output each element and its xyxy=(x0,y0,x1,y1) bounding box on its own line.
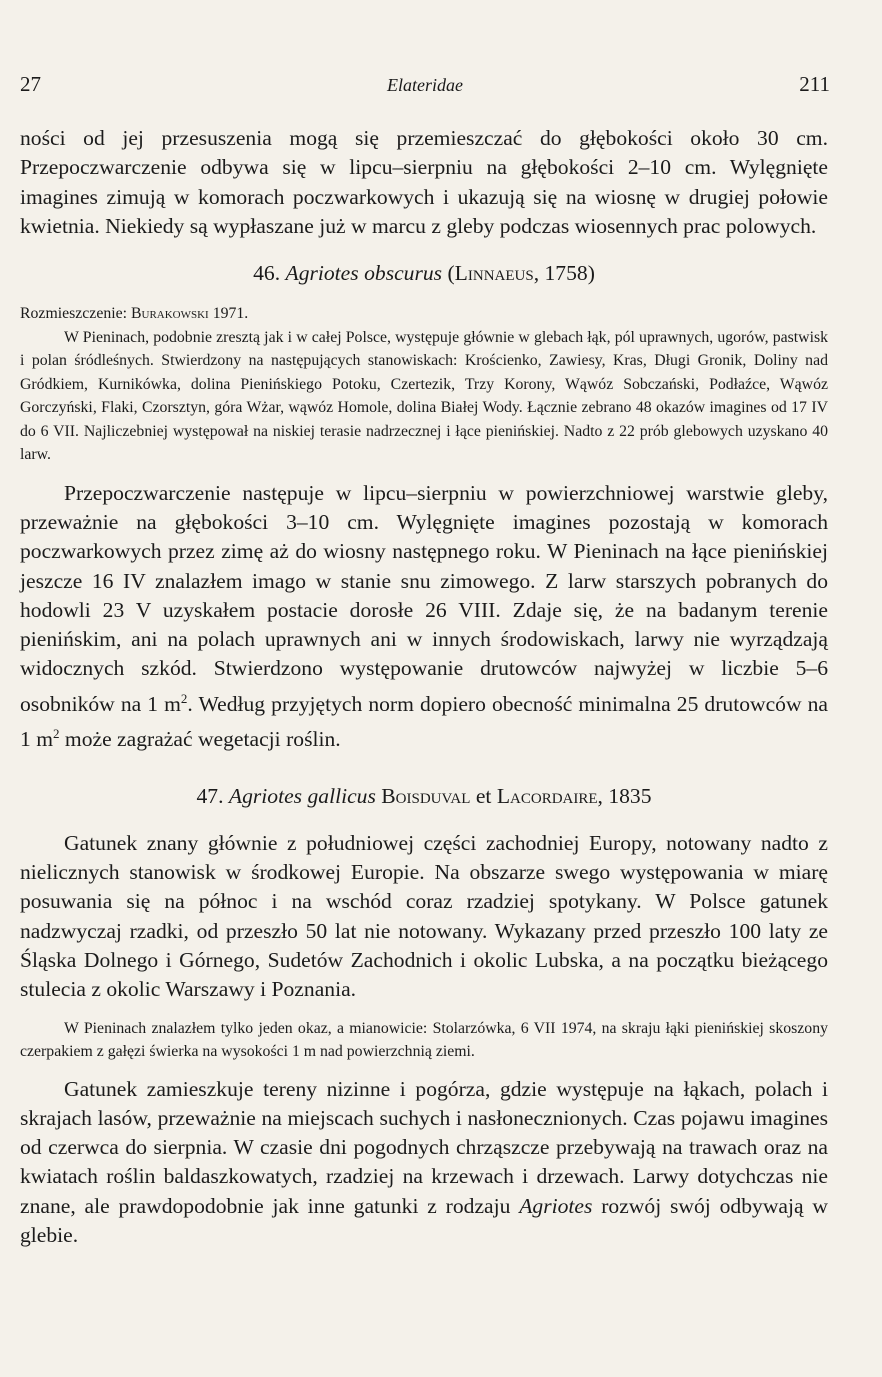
species-heading-47: 47. Agriotes gallicus Boisduval et Lacordaire, 1835 xyxy=(196,783,652,808)
species-author-1: Boisduval xyxy=(381,783,471,808)
genus-name: Agriotes xyxy=(228,783,303,808)
range-paragraph: Gatunek znany głównie z południowej części zachodniej Europy, notowany nadto z nielicznych stanowisk w środkowej Europie. Na obszarze swego występowania w miarę posuwania się na północ i na wschód coraz rzadziej spotykany. W Polsce gatunek nadzwyczaj rzadki, od przeszło 50 lat nie notowany. Wykazany przed przeszło 100 laty ze Śląska Dolnego i Górnego, Sudetów Zachodnich i okolic Lubska, a na początku bieżącego stulecia z okolic Warszawy i Poznania. xyxy=(20,830,828,1002)
species-author: Linnaeus xyxy=(454,261,534,286)
records-paragraph: W Pieninach znalazłem tylko jeden okaz, a mianowicie: Stolarzówka, 6 VII 1974, na skraju łąki pienińskiej skoszony czerpakiem z gałęzi świerka na wysokości 1 m nad powierzchnią ziemi. xyxy=(20,1019,828,1061)
species-name: obscurus xyxy=(364,261,443,286)
page-body xyxy=(20,124,828,1250)
species-heading-46: 46. Agriotes obscurus (Linnaeus, 1758) xyxy=(253,261,595,286)
species-year: 1835 xyxy=(608,783,652,808)
distribution-year: 1971. xyxy=(212,305,249,323)
author-conjunction: et xyxy=(475,783,492,808)
page-number-right: 211 xyxy=(799,72,830,96)
running-header xyxy=(20,72,830,102)
species-name: gallicus xyxy=(307,783,376,808)
genus-name: Agriotes xyxy=(285,261,359,286)
species-number: 47. xyxy=(196,783,224,808)
habitat-paragraph: Gatunek zamieszkuje tereny nizinne i pogórza, gdzie występuje na łąkach, polach i skrajach lasów, przeważnie na miejscach suchych i nasłonecznionych. Czas pojawu imagines od czerwca do sierpnia. W czasie dni pogodnych chrząszcze przebywają na trawach oraz na kwiatach roślin baldaszkowatych, rzadziej na krzewach i drzewach. Larwy dotychczas nie znane, ale prawdopodobnie jak inne gatunki z rodzaju Agriotes rozwój swój odbywają w glebie. xyxy=(20,1076,828,1247)
species-number: 46. xyxy=(253,261,281,286)
distribution-label: Rozmieszczenie: xyxy=(20,305,128,323)
running-title: Elateridae xyxy=(387,75,463,95)
biology-paragraph: Przepoczwarczenie następuje w lipcu–sierpniu w powierzchniowej warstwie gleby, przeważnie na głębokości 3–10 cm. Wylęgnięte imagines pozostają w komorach poczwarkowych przez zimę aż do wiosny następnego roku. W Pieninach na łące pienińskiej jeszcze 16 IV znalazłem imago w stanie snu zimowego. Z larw starszych pobranych do hodowli 23 V uzyskałem postacie dorosłe 26 VIII. Zdaje się, że na badanym terenie pienińskim, ani na polach uprawnych ani w innych środowiskach, larwy nie wyrządzają widocznych szkód. Stwierdzono występowanie drutowców najwyżej w liczbie 5–6 osobników na 1 $m^2$. Według przyjętych norm dopiero obecność minimalna 25 drutowców na 1 $m^2$ może zagrażać wegetacji roślin. xyxy=(20,480,828,752)
distribution-line xyxy=(20,302,828,326)
records-paragraph: W Pieninach, podobnie zresztą jak i w całej Polsce, występuje głównie w glebach łąk, pól uprawnych, ugorów, pastwisk i polan śródleśnych. Stwierdzony na następujących stanowiskach: Krościenko, Zawiesy, Kras, Długi Gronik, Doliny nad Gródkiem, Kurnikówka, dolina Pienińskiego Potoku, Czertezik, Trzy Korony, Wąwóz Sobczański, Podłaźce, Wąwóz Gorczyński, Flaki, Czorsztyn, góra Wżar, wąwóz Homole, dolina Białej Wody. Łącznie zebrano 48 okazów imagines od 17 IV do 6 VII. Najliczebniej występował na niskiej terasie nadrzecznej i łące pienińskiej. Nadto z 22 prób glebowych uzyskano 40 larw. xyxy=(20,328,828,464)
distribution-author: Burakowski xyxy=(130,305,209,323)
species-year: 1758 xyxy=(544,261,588,286)
species-author-2: Lacordaire xyxy=(496,783,598,808)
page-number-left: 27 xyxy=(20,72,41,96)
paragraph-continued: ności od jej przesuszenia mogą się przemieszczać do głębokości około 30 cm. Przepoczwarczenie odbywa się w lipcu–sierpniu na głębokości 2–10 cm. Wylęgnięte imagines zimują w komorach poczwarkowych i ukazują się na wiosnę w drugiej połowie kwietnia. Niekiedy są wypłaszane już w marcu z gleby podczas wiosennych prac polowych. xyxy=(20,126,828,238)
